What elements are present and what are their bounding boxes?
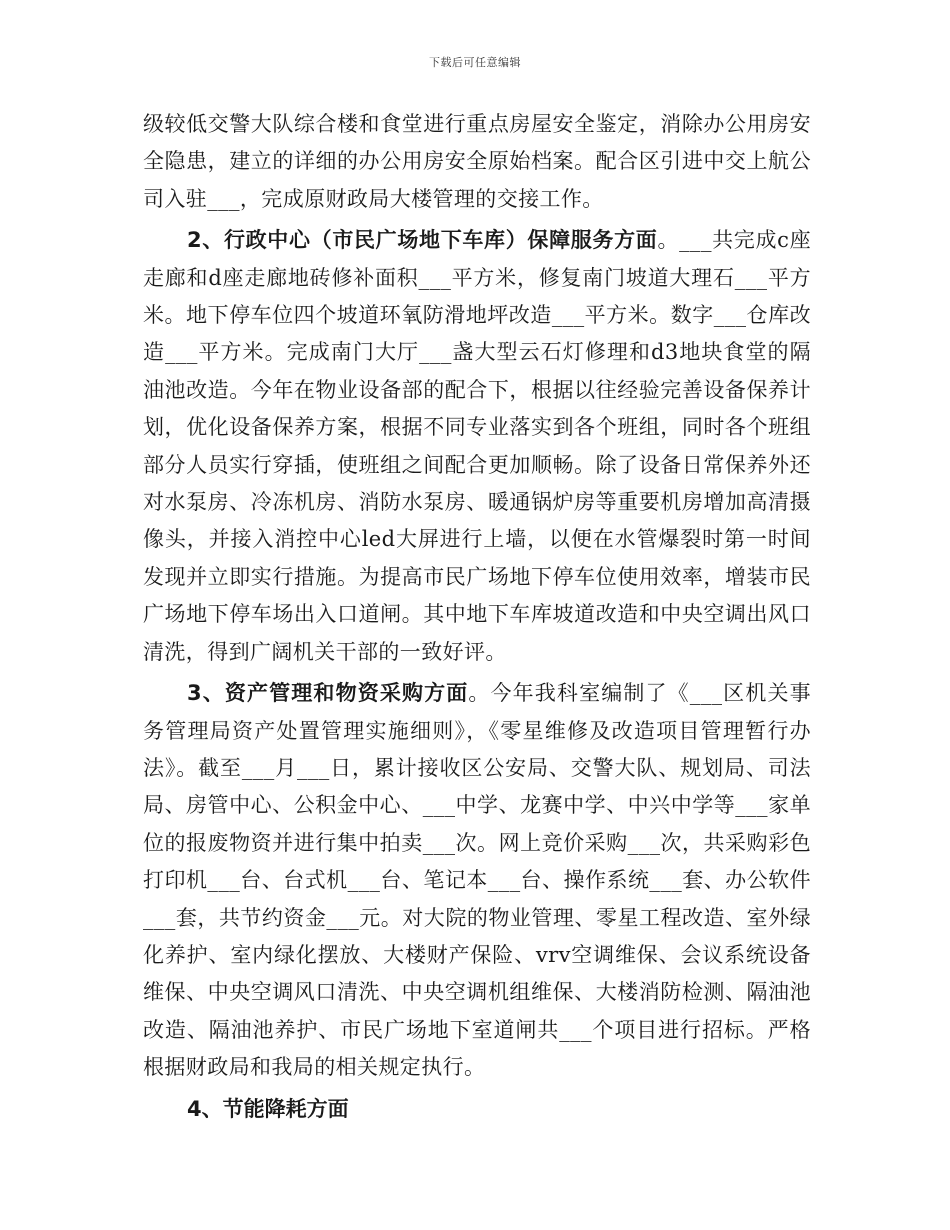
paragraph-text: 。___共完成c座走廊和d座走廊地砖修补面积___平方米，修复南门坡道大理石___平方米。地下停车位四个坡道环氧防滑地坪改造___平方米。数字___仓库改造___平方米。完成南门大厅___盏大型云石灯修理和d3地块食堂的隔油池改造。今年在物业设备部的配合下，根据以往经验完善设备保养计划，优化设备保养方案，根据不同专业落实到各个班组，同时各个班组部分人员实行穿插，使班组之间配合更加顺畅。除了设备日常保养外还对水泵房、冷冻机房、消防水泵房、暖通锅炉房等重要机房增加高清摄像头，并接入消控中心led大屏进行上墙，以便在水管爆裂时第一时间发现并立即实行措施。为提高市民广场地下停车位使用效率，增装市民广场地下停车场出入口道闸。其中地下车库坡道改造和中央空调出风口清洗，得到广阔机关干部的一致好评。 [143,228,811,664]
paragraph-text: 级较低交警大队综合楼和食堂进行重点房屋安全鉴定，消除办公用房安全隐患，建立的详细的办公用房安全原始档案。配合区引进中交上航公司入驻___，完成原财政局大楼管理的交接工作。 [143,112,811,211]
paragraph-admin-center [143,222,811,671]
section-heading-energy-saving: 4、节能降耗方面 [187,1096,349,1121]
paragraph-asset-management [143,675,811,1086]
paragraph-continuation [143,106,811,218]
paragraph-text: 。今年我科室编制了《___区机关事务管理局资产处置管理实施细则》，《零星维修及改造项目管理暂行办法》。截至___月___日，累计接收区公安局、交警大队、规划局、司法局、房管中心、公积金中心、___中学、龙赛中学、中兴中学等___家单位的报废物资并进行集中拍卖___次。网上竞价采购___次，共采购彩色打印机___台、台式机___台、笔记本___台、操作系统___套、办公软件___套，共节约资金___元。对大院的物业管理、零星工程改造、室外绿化养护、室内绿化摆放、大楼财产保险、vrv空调维保、会议系统设备维保、中央空调风口清洗、中央空调机组维保、大楼消防检测、隔油池改造、隔油池养护、市民广场地下室道闸共___个项目进行招标。严格根据财政局和我局的相关规定执行。 [143,681,811,1080]
document-body [143,106,811,1128]
page-header-watermark: 下载后可任意编辑 [429,56,521,69]
section-heading-admin-center: 2、行政中心（市民广场地下车库）保障服务方面 [187,228,658,253]
section-heading-asset-management: 3、资产管理和物资采购方面 [187,681,469,706]
